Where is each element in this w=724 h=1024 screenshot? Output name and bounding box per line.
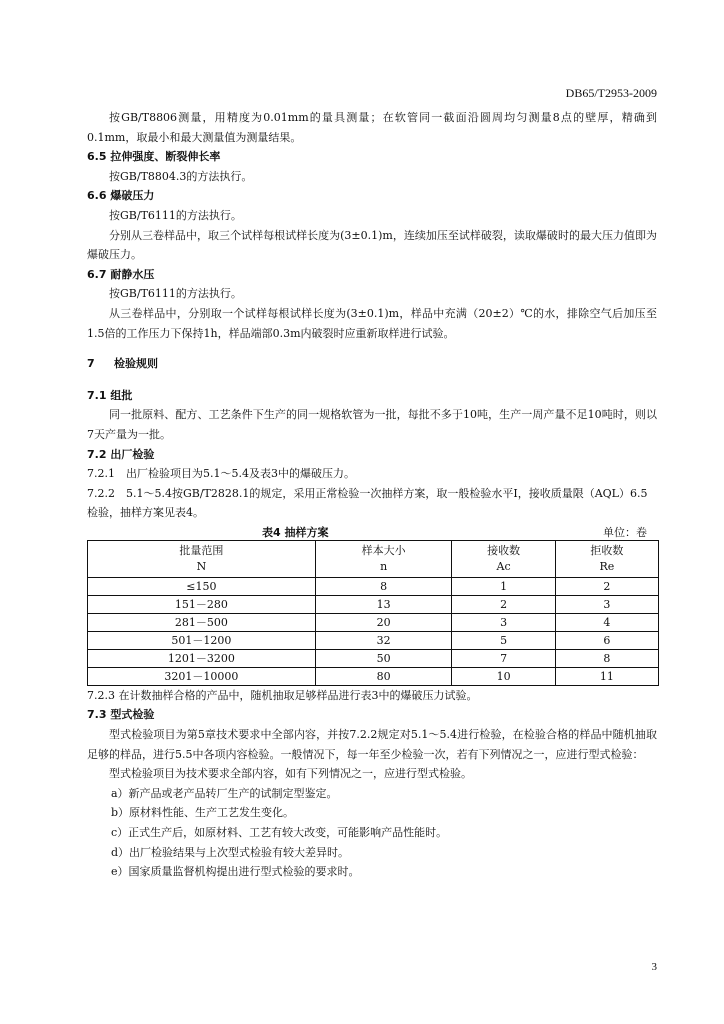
heading-6-6: 6.6 爆破压力 xyxy=(87,189,155,203)
cell-lot-size: 3201－10000 xyxy=(88,667,316,685)
cell-accept: 3 xyxy=(452,613,555,631)
table-caption xyxy=(87,523,657,540)
cell-accept: 7 xyxy=(452,649,555,667)
table-row xyxy=(88,631,659,649)
list-item: b）原材料性能、生产工艺发生变化。 xyxy=(111,806,295,820)
header-reject: 拒收数 Re xyxy=(555,540,658,577)
cell-lot-size: 151－280 xyxy=(88,595,316,613)
table-row xyxy=(88,667,659,685)
table-title: 表4 抽样方案 xyxy=(262,525,329,539)
list-item: e）国家质量监督机构提出进行型式检验的要求时。 xyxy=(111,865,360,879)
cell-reject: 11 xyxy=(555,667,658,685)
paragraph-6-7a: 按GB/T6111的方法执行。 xyxy=(109,287,242,301)
paragraph-6-6b: 分别从三卷样品中，取三个试样每根试样长度为(3±0.1)m，连续加压至试样破裂，读取爆破时的最大压力值即为爆破压力。 xyxy=(87,228,657,262)
cell-lot-size: 281－500 xyxy=(88,613,316,631)
cell-sample-size: 50 xyxy=(315,649,452,667)
page-number: 3 xyxy=(651,961,657,973)
paragraph-7-1: 同一批原料、配方、工艺条件下生产的同一规格软管为一批，每批不多于10吨，生产一周产量不足10吨时，则以7天产量为一批。 xyxy=(87,408,657,441)
header-lot-size: 批量范围 N xyxy=(88,540,316,577)
table-row xyxy=(88,613,659,631)
cell-accept: 1 xyxy=(452,577,555,595)
list-item: d）出厂检验结果与上次型式检验有较大差异时。 xyxy=(111,845,350,859)
paragraph-7-2-2: 7.2.2 5.1～5.4按GB/T2828.1的规定，采用正常检验一次抽样方案，取一般检验水平Ⅰ，接收质量限（AQL）6.5检验，抽样方案见表4。 xyxy=(87,486,648,520)
chapter-7-title: 检验规则 xyxy=(114,357,158,371)
paragraph-7-3a: 型式检验项目为第5章技术要求中全部内容，并按7.2.2规定对5.1～5.4进行检验，在检验合格的样品中随机抽取足够的样品，进行5.5中各项内容检验。一般情况下，每一年至少检验一次，若有下列情况之一，应进行型式检验： xyxy=(87,728,657,761)
cell-accept: 10 xyxy=(452,667,555,685)
cell-reject: 3 xyxy=(555,595,658,613)
paragraph-7-3b: 型式检验项目为技术要求全部内容，如有下列情况之一，应进行型式检验。 xyxy=(109,767,472,781)
list-item: a）新产品或老产品转厂生产的试制定型鉴定。 xyxy=(111,786,338,800)
cell-accept: 2 xyxy=(452,595,555,613)
paragraph-6-5: 按GB/T8804.3的方法执行。 xyxy=(109,169,253,183)
list-item: c）正式生产后，如原材料、工艺有较大改变，可能影响产品性能时。 xyxy=(111,826,448,840)
paragraph-6-7b: 从三卷样品中，分别取一个试样每根试样长度为(3±0.1)m，样品中充满（20±2）℃的水，排除空气后加压至1.5倍的工作压力下保持1h，样品端部0.3m内破裂时应重新取样进行试验。 xyxy=(87,306,657,340)
header-accept: 接收数 Ac xyxy=(452,540,555,577)
heading-6-5: 6.5 拉伸强度、断裂伸长率 xyxy=(87,150,221,164)
cell-reject: 8 xyxy=(555,649,658,667)
cell-sample-size: 20 xyxy=(315,613,452,631)
table-header-row xyxy=(88,540,659,577)
cell-sample-size: 8 xyxy=(315,577,452,595)
sampling-plan-table xyxy=(87,540,659,686)
cell-reject: 6 xyxy=(555,631,658,649)
paragraph-7-2-1: 7.2.1 出厂检验项目为5.1～5.4及表3中的爆破压力。 xyxy=(87,467,355,481)
paragraph-7-2-3: 7.2.3 在计数抽样合格的产品中，随机抽取足够样品进行表3中的爆破压力试验。 xyxy=(87,688,478,702)
heading-6-7: 6.7 耐静水压 xyxy=(87,267,155,281)
cell-sample-size: 13 xyxy=(315,595,452,613)
standard-code: DB65/T2953-2009 xyxy=(565,86,657,100)
cell-reject: 2 xyxy=(555,577,658,595)
cell-sample-size: 32 xyxy=(315,631,452,649)
heading-7-3: 7.3 型式检验 xyxy=(87,708,155,722)
cell-sample-size: 80 xyxy=(315,667,452,685)
table-row xyxy=(88,577,659,595)
document-body xyxy=(87,108,657,882)
table-row xyxy=(88,595,659,613)
table-row xyxy=(88,649,659,667)
heading-7-2: 7.2 出厂检验 xyxy=(87,447,155,461)
cell-lot-size: 501－1200 xyxy=(88,631,316,649)
heading-7-1: 7.1 组批 xyxy=(87,388,133,402)
header-sample-size: 样本大小 n xyxy=(315,540,452,577)
chapter-7-heading xyxy=(87,354,657,374)
table-unit: 单位：卷 xyxy=(603,525,647,539)
cell-reject: 4 xyxy=(555,613,658,631)
cell-accept: 5 xyxy=(452,631,555,649)
paragraph-6-6a: 按GB/T6111的方法执行。 xyxy=(109,208,242,222)
paragraph-thickness: 按GB/T8806测量，用精度为0.01mm的量具测量；在软管同一截面沿圆周均匀测量8点的壁厚，精确到0.1mm，取最小和最大测量值为测量结果。 xyxy=(87,111,657,144)
cell-lot-size: ≤150 xyxy=(88,577,316,595)
cell-lot-size: 1201－3200 xyxy=(88,649,316,667)
chapter-7-number: 7 xyxy=(87,357,95,371)
